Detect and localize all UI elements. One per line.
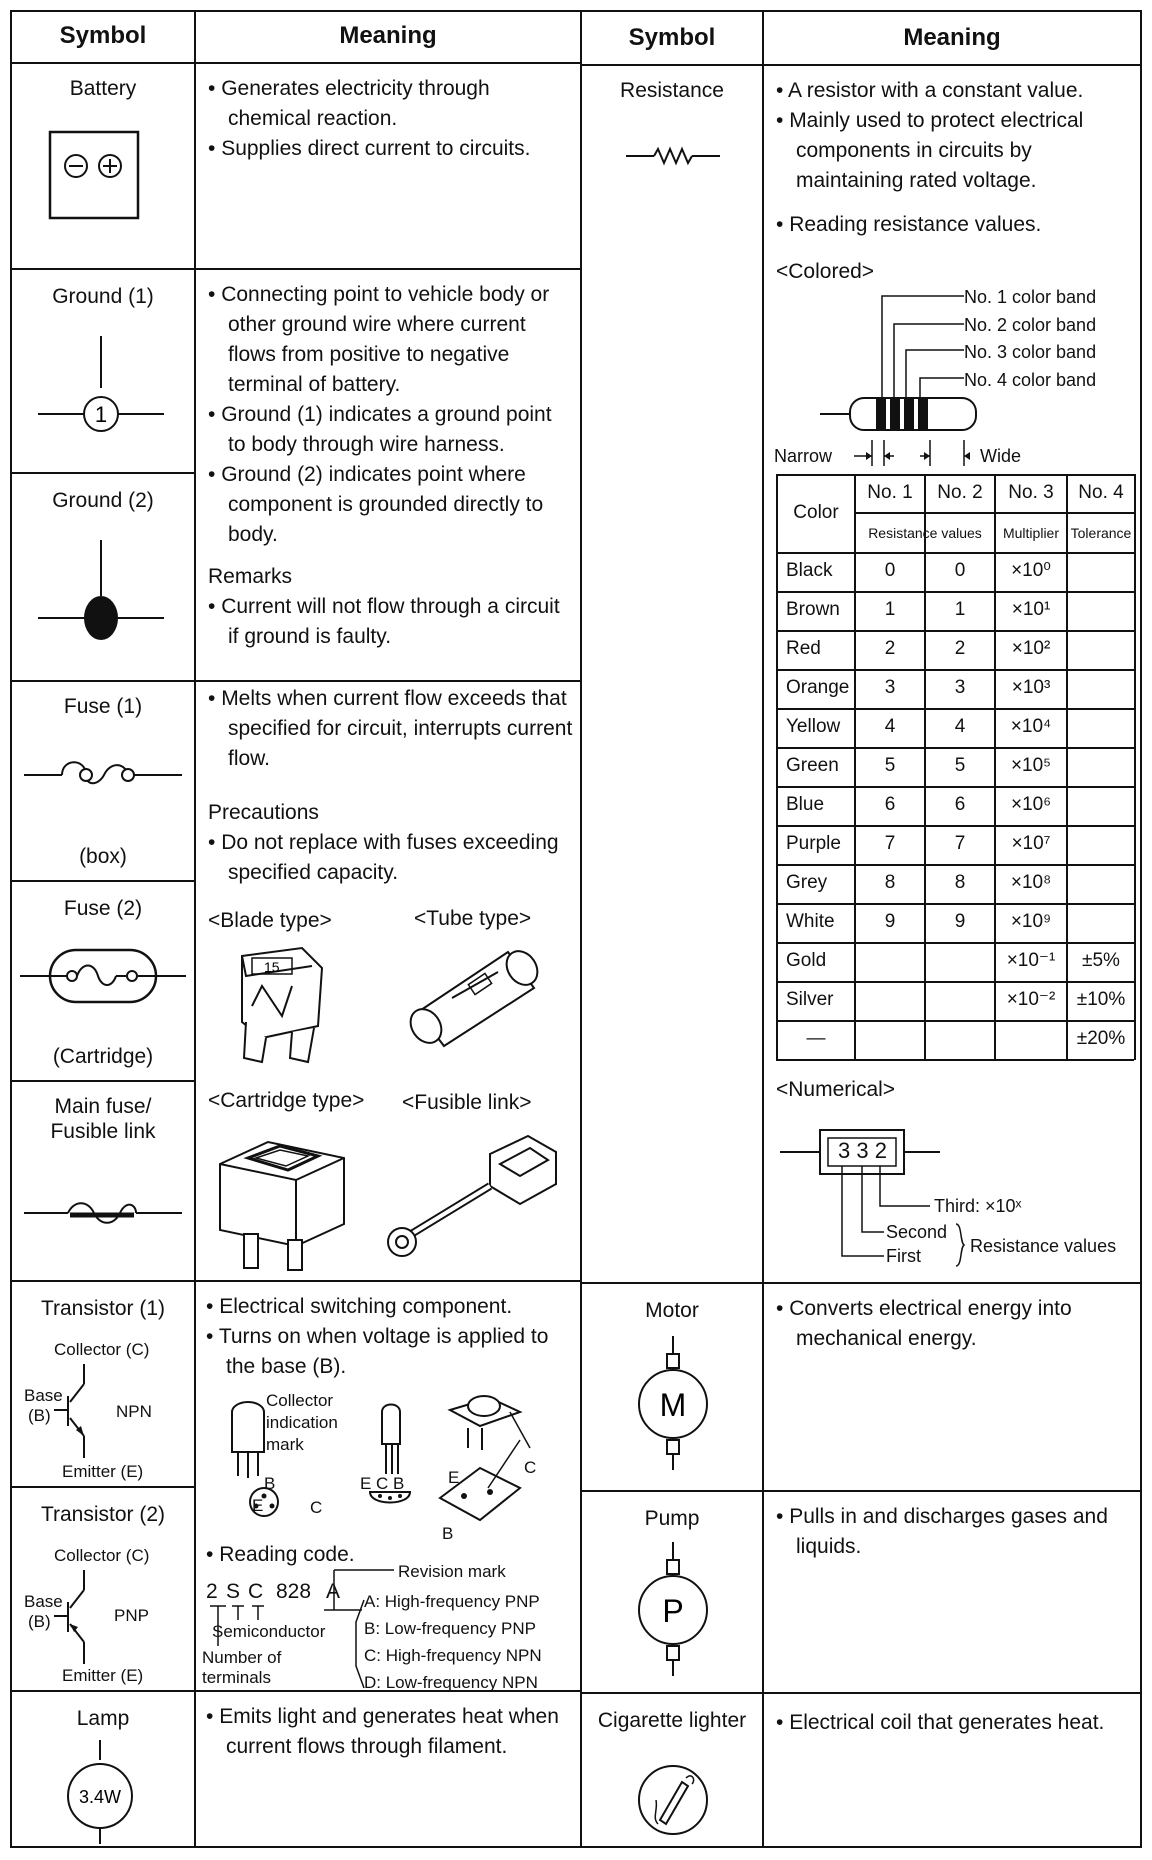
table-row-color: Brown <box>786 599 840 620</box>
third-label: Third: ×10ˣ <box>934 1196 1022 1216</box>
table-row-color: Red <box>786 638 821 659</box>
transistor-meaning <box>206 1292 576 1382</box>
colored-title: <Colored> <box>776 260 875 283</box>
second-label: Second <box>886 1222 948 1242</box>
table-cell: 4 <box>954 716 966 737</box>
ground1-symbol-icon <box>38 336 164 440</box>
color-header: Color <box>793 502 839 523</box>
table-cell <box>1068 552 1134 591</box>
fuse1-label: Fuse (1) <box>63 695 143 718</box>
ground1-glyph: 1 <box>94 402 108 427</box>
header-symbol-right: Symbol <box>628 24 716 51</box>
transistor1-emitter: Emitter (E) <box>62 1462 144 1481</box>
col-header: No. 4 <box>1078 482 1124 503</box>
table-cell: 3 <box>884 677 896 698</box>
cartridge-type-caption: <Cartridge type> <box>208 1089 365 1112</box>
table-cell <box>1068 825 1134 864</box>
pkg1-e-label: E <box>252 1496 264 1515</box>
table-cell: 1 <box>954 599 966 620</box>
table-row-color: Grey <box>786 872 828 893</box>
table-cell: 4 <box>884 716 896 737</box>
list-item: • Ground (2) indicates point where component is grounded directly to body. <box>208 460 574 550</box>
table-row-color: Orange <box>786 677 850 698</box>
table-cell: 0 <box>954 560 966 581</box>
brace-icon <box>954 1222 966 1268</box>
list-item: • Electrical switching component. <box>206 1292 576 1322</box>
list-item: D: Low-frequency NPN <box>364 1673 538 1692</box>
list-item: No. 2 color band <box>964 314 1097 335</box>
table-cell: ±5% <box>1082 950 1120 971</box>
cigarette-lighter-icon <box>636 1760 710 1840</box>
table-cell <box>856 1020 924 1059</box>
pump-glyph: P <box>662 1593 684 1629</box>
lamp-meaning <box>206 1702 572 1762</box>
tube-fuse-icon <box>404 946 554 1046</box>
pnp-transistor-icon <box>64 1570 104 1664</box>
transistor1-collector: Collector (C) <box>54 1340 150 1359</box>
table-cell: 7 <box>884 833 896 854</box>
table-row-color: Blue <box>786 794 825 815</box>
table-cell <box>1068 747 1134 786</box>
list-item: • Electrical coil that generates heat. <box>776 1708 1136 1738</box>
table-cell <box>926 1020 994 1059</box>
transistor2-base-b: (B) <box>28 1612 51 1631</box>
table-cell: 8 <box>954 872 966 893</box>
col-header: No. 1 <box>867 482 913 503</box>
list-item: • Converts electrical energy into mechanical energy. <box>776 1294 1136 1354</box>
list-item: No. 4 color band <box>964 369 1097 390</box>
table-cell: 3 <box>954 677 966 698</box>
header-meaning-right: Meaning <box>903 24 1001 51</box>
header-symbol-left: Symbol <box>59 22 147 49</box>
table-cell: ×10⁻¹ <box>1006 950 1056 971</box>
list-item: • Turns on when voltage is applied to the base (B). <box>206 1322 576 1382</box>
lighter-label: Cigarette lighter <box>597 1709 747 1732</box>
list-item: • Current will not flow through a circuit if ground is faulty. <box>208 592 574 652</box>
list-item: • Reading code. <box>206 1540 355 1570</box>
wide-label: Wide <box>980 446 1022 466</box>
battery-meaning <box>208 74 574 164</box>
fusible-link-caption: <Fusible link> <box>402 1091 532 1114</box>
table-cell: ±10% <box>1076 989 1126 1010</box>
pump-label: Pump <box>644 1507 700 1530</box>
transistor1-base: Base <box>24 1386 63 1405</box>
fusible-link-icon <box>24 1198 182 1228</box>
blade-fuse-rating: 15 <box>264 959 280 975</box>
resistance-meaning <box>776 76 1136 240</box>
pump-meaning <box>776 1502 1136 1562</box>
table-cell: ×10⁹ <box>1010 911 1052 932</box>
table-cell <box>856 981 924 1020</box>
lighter-meaning <box>776 1708 1136 1738</box>
transistor2-label: Transistor (2) <box>40 1503 166 1526</box>
table-cell: ×10² <box>1011 638 1051 659</box>
list-item: • A resistor with a constant value. <box>776 76 1136 106</box>
code-char: 2 <box>206 1580 218 1603</box>
resistance-label: Resistance <box>620 79 724 102</box>
fuse1-sub: (box) <box>79 845 127 868</box>
table-row-color: Gold <box>786 950 827 971</box>
lamp-rating: 3.4W <box>78 1787 122 1807</box>
table-cell: 9 <box>884 911 896 932</box>
fusible-link-part-icon <box>380 1124 560 1264</box>
table-cell: 0 <box>884 560 896 581</box>
table-cell <box>1068 630 1134 669</box>
ground1-label: Ground (1) <box>52 285 154 308</box>
list-item: A: High-frequency PNP <box>364 1592 540 1611</box>
table-row-color: Yellow <box>786 716 841 737</box>
table-cell: 6 <box>954 794 966 815</box>
table-row-color: White <box>786 911 835 932</box>
table-cell <box>1068 708 1134 747</box>
motor-glyph: M <box>659 1387 687 1423</box>
collector-mark-caption: Collector indication mark <box>266 1391 338 1454</box>
motor-label: Motor <box>645 1299 699 1322</box>
list-item: • Ground (1) indicates a ground point to body through wire harness. <box>208 400 574 460</box>
header-meaning-left: Meaning <box>339 22 437 49</box>
table-cell: 2 <box>954 638 966 659</box>
fuse-cartridge-icon <box>20 946 186 1006</box>
col-header: No. 2 <box>937 482 983 503</box>
reading-code-title <box>206 1540 355 1570</box>
transistor2-emitter: Emitter (E) <box>62 1666 144 1685</box>
table-cell: 8 <box>884 872 896 893</box>
transistor2-type: PNP <box>114 1606 149 1625</box>
transistor2-collector: Collector (C) <box>54 1546 150 1565</box>
terminals-label: Number of terminals <box>202 1648 282 1687</box>
table-cell: 5 <box>884 755 896 776</box>
fuse2-label: Fuse (2) <box>63 897 143 920</box>
table-cell: ×10⁰ <box>1011 560 1051 581</box>
semiconductor-label: Semiconductor <box>212 1622 326 1641</box>
table-cell: ×10³ <box>1011 677 1051 698</box>
pkg1-c-label: C <box>310 1498 323 1517</box>
table-cell <box>1068 786 1134 825</box>
table-cell <box>926 981 994 1020</box>
numerical-title: <Numerical> <box>776 1078 896 1101</box>
pkg3-e-label: E <box>448 1468 460 1487</box>
col-header: No. 3 <box>1008 482 1054 503</box>
tube-type-caption: <Tube type> <box>414 907 532 930</box>
list-item: No. 1 color band <box>964 287 1097 307</box>
table-cell: 7 <box>954 833 966 854</box>
fuse2-sub: (Cartridge) <box>52 1045 154 1068</box>
table-row-color: — <box>806 1028 826 1049</box>
ground2-label: Ground (2) <box>52 489 154 512</box>
first-label: First <box>886 1246 921 1266</box>
table-cell: ±20% <box>1076 1028 1126 1049</box>
resistor-symbol-icon <box>626 146 720 166</box>
table-cell: 5 <box>954 755 966 776</box>
table-cell: ×10⁶ <box>1010 794 1052 815</box>
motor-meaning <box>776 1294 1136 1354</box>
table-cell <box>1068 591 1134 630</box>
blade-type-caption: <Blade type> <box>208 909 332 932</box>
table-cell <box>1068 903 1134 942</box>
fuse-box-icon <box>24 760 182 790</box>
ground2-symbol-icon <box>38 540 164 644</box>
list-item: • Pulls in and discharges gases and liquids. <box>776 1502 1136 1562</box>
sub-header: Resistance values <box>868 525 982 541</box>
lamp-label: Lamp <box>76 1707 130 1730</box>
narrow-label: Narrow <box>774 446 833 466</box>
pkg3-c-label: C <box>524 1458 537 1477</box>
list-item: • Emits light and generates heat when current flows through filament. <box>206 1702 572 1762</box>
pkg2-ecb-label: E C B <box>360 1474 405 1493</box>
table-cell: ×10⁻² <box>1006 989 1056 1010</box>
reading-code-leaders <box>204 1600 404 1690</box>
transistor1-base-b: (B) <box>28 1406 51 1425</box>
code-char: S <box>226 1580 241 1603</box>
transistor1-label: Transistor (1) <box>40 1297 166 1320</box>
table-row-color: Black <box>786 560 833 581</box>
cartridge-fuse-icon <box>208 1124 358 1270</box>
mainfuse-label: Main fuse/ Fusible link <box>50 1095 156 1144</box>
list-item: • Generates electricity through chemical reaction. <box>208 74 574 134</box>
list-item: • Do not replace with fuses exceeding specified capacity. <box>208 828 574 888</box>
transistor2-base: Base <box>24 1592 63 1611</box>
pkg1-b-label: B <box>264 1474 276 1493</box>
table-cell: 9 <box>954 911 966 932</box>
list-item: • Connecting point to vehicle body or other ground wire where current flows from positive to negative terminal of battery. <box>208 280 574 400</box>
resistance-values-label: Resistance values <box>970 1236 1117 1256</box>
list-item: No. 3 color band <box>964 342 1097 362</box>
code-char: C <box>248 1580 264 1603</box>
table-cell: ×10¹ <box>1011 599 1051 620</box>
fuse-precautions-title: Precautions <box>208 801 319 824</box>
table-cell <box>1068 864 1134 903</box>
table-cell <box>996 1020 1066 1059</box>
motor-symbol-icon <box>638 1336 708 1470</box>
sub-header: Tolerance <box>1070 525 1132 541</box>
table-cell: 2 <box>884 638 896 659</box>
list-item: • Supplies direct current to circuits. <box>208 134 574 164</box>
band-labels <box>964 284 1096 394</box>
fuse-meaning <box>208 684 574 888</box>
table-cell: 6 <box>884 794 896 815</box>
table-row-color: Green <box>786 755 839 776</box>
list-item: • Mainly used to protect electrical components in circuits by maintaining rated voltage. <box>776 106 1136 196</box>
table-cell: ×10⁵ <box>1010 755 1052 776</box>
code-char: 828 <box>276 1580 312 1603</box>
list-item: • Reading resistance values. <box>776 210 1136 240</box>
pkg3-b-label: B <box>442 1524 454 1543</box>
color-band-resistor-icon <box>820 290 970 470</box>
numerical-code: 3 3 2 <box>838 1138 887 1163</box>
npn-transistor-icon <box>64 1364 104 1458</box>
table-cell: ×10⁷ <box>1011 833 1051 854</box>
table-cell <box>1068 669 1134 708</box>
sub-header: Multiplier <box>1002 525 1059 541</box>
lamp-symbol-icon <box>60 1740 140 1844</box>
revision-mark: Revision mark <box>398 1562 506 1581</box>
table-cell: 1 <box>884 599 896 620</box>
list-item: C: High-frequency NPN <box>364 1646 542 1665</box>
list-item: B: Low-frequency PNP <box>364 1619 536 1638</box>
battery-symbol-icon <box>48 130 144 222</box>
ground-remarks-title: Remarks <box>208 565 293 588</box>
table-cell: ×10⁸ <box>1010 872 1052 893</box>
table-row-color: Purple <box>786 833 841 854</box>
code-char: A <box>326 1580 341 1603</box>
table-row-color: Silver <box>786 989 834 1010</box>
table-cell <box>856 942 924 981</box>
list-item: • Melts when current flow exceeds that specified for circuit, interrupts current flow. <box>208 684 574 774</box>
pump-symbol-icon <box>638 1542 708 1676</box>
ground-meaning <box>208 280 574 652</box>
table-cell <box>926 942 994 981</box>
battery-label: Battery <box>69 77 137 100</box>
transistor1-type: NPN <box>116 1402 152 1421</box>
blade-fuse-icon <box>222 946 332 1066</box>
table-cell: ×10⁴ <box>1010 716 1052 737</box>
